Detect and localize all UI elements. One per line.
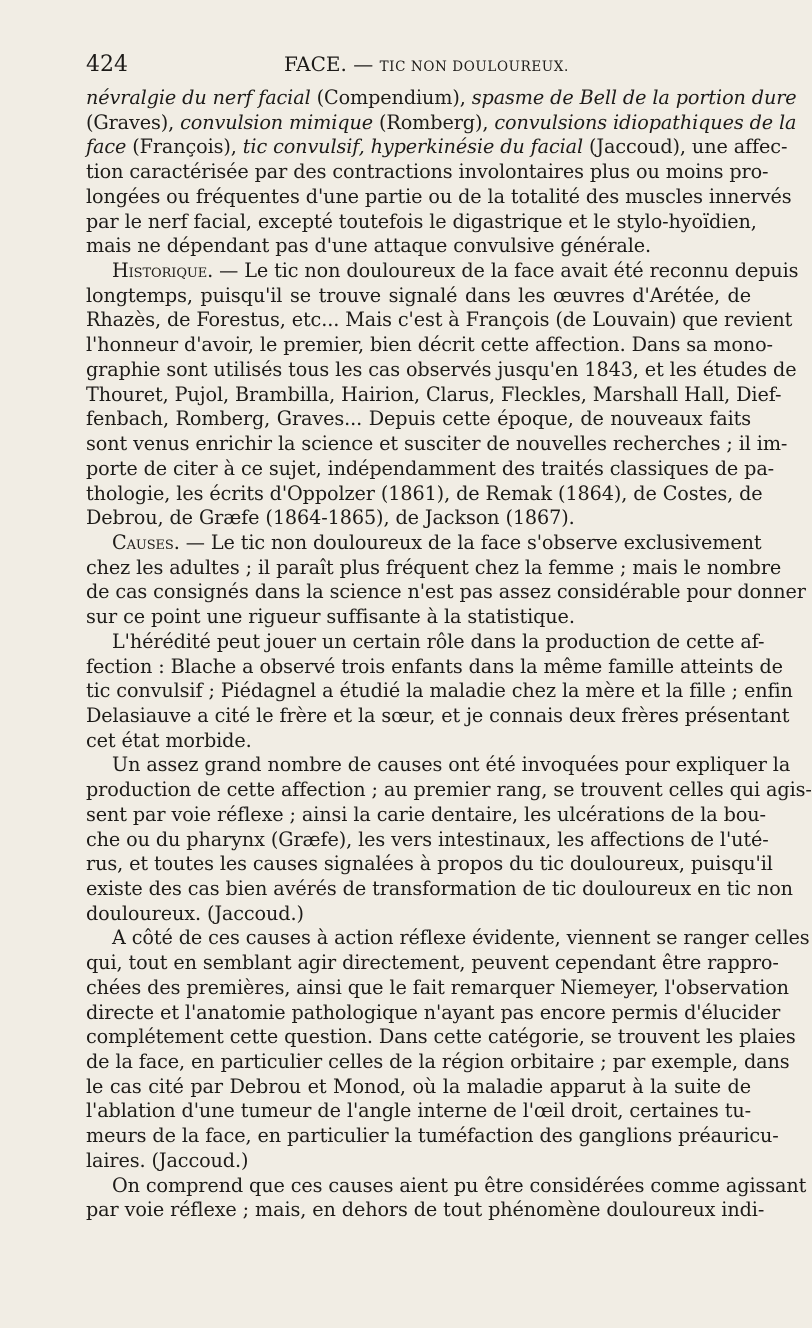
text-run: graphie sont utilisés tous les cas observés jusqu'en 1843, et les études de xyxy=(86,357,797,381)
text-run: On comprend que ces causes aient pu être considérées comme agissant xyxy=(112,1173,807,1197)
text-run: Un assez grand nombre de causes ont été invoquées pour expliquer la xyxy=(112,753,791,777)
text-line xyxy=(86,1149,751,1174)
text-line xyxy=(86,407,751,432)
text-line xyxy=(86,1099,751,1124)
text-line xyxy=(86,827,769,853)
text-line xyxy=(86,555,782,581)
text-run: Rhazès, de Forestus, etc... Mais c'est à François (de Louvain) que revient xyxy=(86,308,793,332)
italic-term: face xyxy=(86,135,127,159)
text-run: — Le tic non douloureux de la face s'observe exclusivement xyxy=(179,530,762,554)
text-run: mais ne dépendant pas d'une attaque convulsive générale. xyxy=(86,234,652,258)
text-run: (Graves), xyxy=(86,110,181,134)
text-line xyxy=(86,1198,765,1223)
text-run: chez les adultes ; il paraît plus fréquent chez la femme ; mais le nombre xyxy=(86,555,782,579)
text-run: che ou du pharynx (Græfe), les vers intestinaux, les affections de l'uté- xyxy=(86,827,769,851)
text-run: tic convulsif ; Piédagnel a étudié la maladie chez la mère et la fille ; enfin xyxy=(86,679,793,703)
text-run: sur ce point une rigueur suffisante à la statistique. xyxy=(86,605,575,629)
text-run: Debrou, de Græfe (1864-1865), de Jackson (1867). xyxy=(86,506,575,530)
text-run: longtemps, puisqu'il se trouve signalé dans les œuvres d'Arétée, de xyxy=(86,283,751,307)
section-heading: Historique. xyxy=(112,259,214,283)
text-run: par voie réflexe ; mais, en dehors de tout phénomène douloureux indi- xyxy=(86,1198,765,1222)
page-number: 424 xyxy=(86,52,128,77)
text-run: longées ou fréquentes d'une partie ou de la totalité des muscles innervés xyxy=(86,184,792,208)
text-line xyxy=(86,852,773,877)
text-line xyxy=(86,778,812,803)
text-line xyxy=(86,209,757,235)
text-line xyxy=(86,382,782,408)
text-run: laires. (Jaccoud.) xyxy=(86,1148,249,1172)
text-run: Thouret, Pujol, Brambilla, Hairion, Clarus, Fleckles, Marshall Hall, Dief- xyxy=(86,382,782,406)
text-line xyxy=(86,1000,781,1026)
text-line xyxy=(86,110,797,136)
text-line xyxy=(86,456,775,482)
italic-term: convulsions idiopathiques de la xyxy=(494,110,797,134)
text-run: par le nerf facial, excepté toutefois le digastrique et le stylo-hyoïdien, xyxy=(86,209,757,233)
text-line xyxy=(86,1124,779,1149)
italic-term: névralgie du nerf facial xyxy=(86,86,311,109)
text-line xyxy=(86,703,790,729)
text-run: (Romberg), xyxy=(373,110,495,134)
text-line xyxy=(86,333,773,358)
text-line xyxy=(86,654,783,680)
text-run: cet état morbide. xyxy=(86,728,252,752)
text-run: douloureux. (Jaccoud.) xyxy=(86,901,304,925)
text-line xyxy=(86,729,751,754)
text-line xyxy=(86,160,769,185)
text-line xyxy=(86,605,751,630)
text-line xyxy=(86,1075,751,1100)
text-run: production de cette affection ; au premier rang, se trouvent celles qui agis- xyxy=(86,778,812,802)
text-run: le cas cité par Debrou et Monod, où la maladie apparut à la suite de xyxy=(86,1074,751,1098)
text-run: rus, et toutes les causes signalées à propos du tic douloureux, puisqu'il xyxy=(86,852,773,876)
text-run: qui, tout en semblant agir directement, peuvent cependant être rappro- xyxy=(86,951,779,975)
text-line xyxy=(86,86,797,111)
text-line xyxy=(86,902,751,927)
text-run: de cas consignés dans la science n'est pas assez considérable pour donner xyxy=(86,580,806,604)
text-line xyxy=(86,432,788,457)
text-run: (Jaccoud), une affec- xyxy=(583,135,788,159)
text-run: sent par voie réflexe ; ainsi la carie dentaire, les ulcérations de la bou- xyxy=(86,802,766,826)
italic-term: spasme de Bell de la portion dure xyxy=(471,86,797,109)
text-line xyxy=(86,753,791,778)
text-line xyxy=(86,234,751,259)
text-line xyxy=(86,629,765,655)
text-run: tion caractérisée par des contractions involontaires plus ou moins pro- xyxy=(86,160,769,184)
text-run: sont venus enrichir la science et susciter de nouvelles recherches ; il im- xyxy=(86,432,788,456)
text-line xyxy=(86,926,810,951)
running-title-sub: TIC NON DOULOUREUX. xyxy=(379,59,569,75)
text-line xyxy=(86,975,789,1001)
text-run: thologie, les écrits d'Oppolzer (1861), de Remak (1864), de Costes, de xyxy=(86,481,763,505)
text-run: de la face, en particulier celles de la région orbitaire ; par exemple, dans xyxy=(86,1050,790,1074)
running-title-separator: — xyxy=(353,52,374,76)
text-line xyxy=(86,481,763,507)
text-run: A côté de ces causes à action réflexe évidente, viennent se ranger celles xyxy=(112,926,810,950)
text-body xyxy=(86,86,812,1223)
text-line xyxy=(86,951,779,976)
text-line xyxy=(86,877,793,902)
text-run: (François), xyxy=(126,135,243,159)
text-line xyxy=(86,284,751,309)
text-run: meurs de la face, en particulier la tuméfaction des ganglions préauricu- xyxy=(86,1124,779,1148)
text-run: fection : Blache a observé trois enfants dans la même famille atteints de xyxy=(86,654,783,678)
text-line xyxy=(86,802,766,828)
text-line xyxy=(86,135,788,160)
text-line xyxy=(86,184,792,210)
text-run: — Le tic non douloureux de la face avait été reconnu depuis xyxy=(213,259,799,283)
text-line xyxy=(86,679,793,704)
page-header xyxy=(86,52,750,82)
text-line xyxy=(86,357,797,383)
text-run: (Compendium), xyxy=(310,86,472,109)
text-run: fenbach, Romberg, Graves... Depuis cette époque, de nouveaux faits xyxy=(86,407,751,431)
text-line xyxy=(86,530,762,556)
text-line xyxy=(86,1025,796,1050)
text-run: l'ablation d'une tumeur de l'angle interne de l'œil droit, certaines tu- xyxy=(86,1099,751,1123)
running-title-main: FACE. xyxy=(284,52,347,76)
italic-term: tic convulsif, hyperkinésie du facial xyxy=(242,135,584,159)
text-run: porte de citer à ce sujet, indépendamment des traités classiques de pa- xyxy=(86,456,775,480)
text-line xyxy=(86,1173,807,1199)
text-run: chées des premières, ainsi que le fait remarquer Niemeyer, l'observation xyxy=(86,975,789,999)
italic-term: convulsion mimique xyxy=(180,110,373,134)
text-run: directe et l'anatomie pathologique n'ayant pas encore permis d'élucider xyxy=(86,1000,781,1024)
section-heading: Causes. xyxy=(112,530,180,554)
text-line xyxy=(86,506,751,531)
text-line xyxy=(86,308,793,333)
text-run: existe des cas bien avérés de transformation de tic douloureux en tic non xyxy=(86,877,793,900)
text-run: l'honneur d'avoir, le premier, bien décrit cette affection. Dans sa mono- xyxy=(86,333,773,357)
text-run: Delasiauve a cité le frère et la sœur, et je connais deux frères présentant xyxy=(86,703,790,727)
text-run: complétement cette question. Dans cette catégorie, se trouvent les plaies xyxy=(86,1025,796,1049)
text-line xyxy=(86,259,799,284)
text-run: L'hérédité peut jouer un certain rôle dans la production de cette af- xyxy=(112,629,765,653)
text-line xyxy=(86,580,806,605)
running-title xyxy=(284,52,569,76)
text-line xyxy=(86,1050,790,1075)
